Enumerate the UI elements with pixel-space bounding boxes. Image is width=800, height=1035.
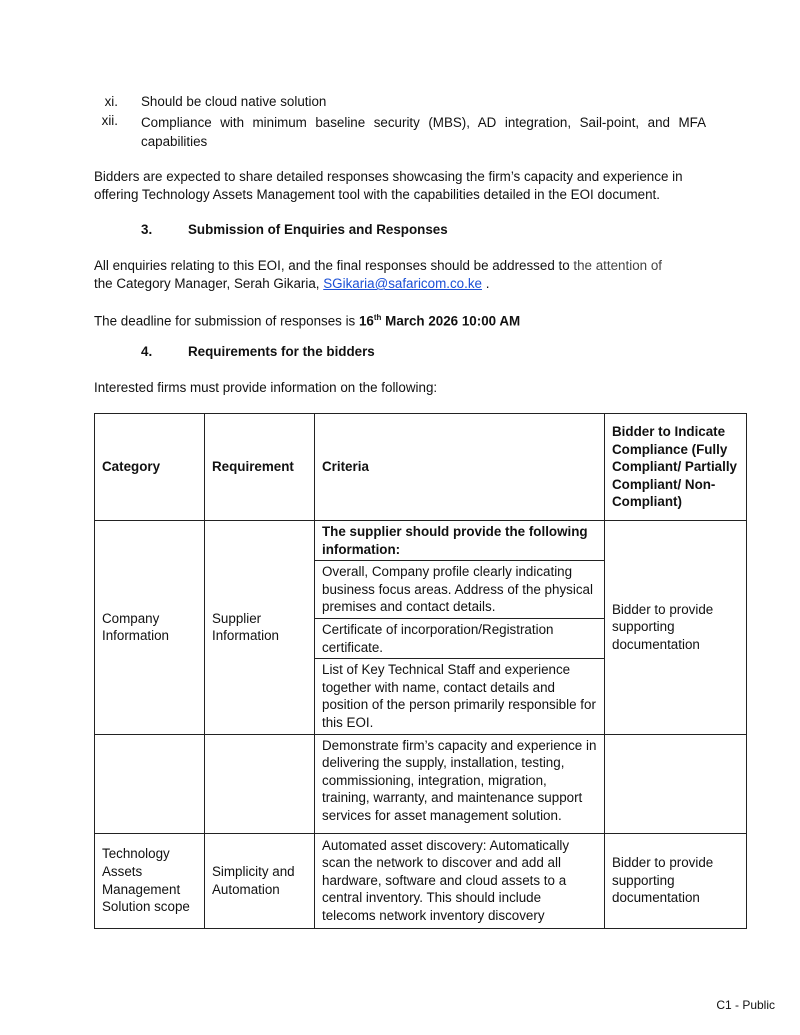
header-compliance: Bidder to Indicate Compliance (Fully Compliant/ Partially Compliant/ Non-Compliant) — [605, 414, 747, 521]
deadline-day-suffix: th — [373, 313, 382, 322]
list-item-cloud-native: Should be cloud native solution — [141, 94, 327, 109]
row2-compliance — [605, 734, 747, 833]
row3-compliance: Bidder to provide supporting documentation — [605, 833, 747, 928]
row1-criteria-company-profile: Overall, Company profile clearly indicating business focus areas. Address of the physical premises and contact details. — [315, 561, 605, 619]
list-number-xi: xi. — [104, 94, 118, 109]
header-category: Category — [95, 414, 205, 521]
deadline-line — [94, 309, 706, 330]
requirements-table — [94, 413, 747, 929]
table-row — [95, 833, 747, 928]
enquiries-text: All enquiries relating to this EOI, and the final responses should be addressed to — [94, 258, 574, 273]
deadline-day: 16 — [358, 313, 374, 329]
row1-criteria-heading: The supplier should provide the following information: — [315, 521, 605, 561]
classification-footer: C1 - Public — [716, 998, 775, 1012]
row2-category — [95, 734, 205, 833]
header-criteria: Criteria — [315, 414, 605, 521]
enquiries-text-end: . — [481, 276, 490, 291]
section-4-number: 4. — [141, 344, 153, 359]
row3-category: Technology Assets Management Solution scope — [95, 833, 205, 928]
row1-criteria-certificate: Certificate of incorporation/Registration certificate. — [315, 618, 605, 658]
table-row — [95, 521, 747, 561]
row1-requirement: Supplier Information — [205, 521, 315, 735]
enquiries-text-gray: the attention of — [573, 258, 662, 273]
row2-requirement — [205, 734, 315, 833]
list-number-xii: xii. — [101, 113, 118, 128]
row1-criteria-key-staff: List of Key Technical Staff and experience together with name, contact details and position of the person primarily responsible for this EOI. — [315, 659, 605, 734]
intro-paragraph: Bidders are expected to share detailed responses showcasing the firm’s capacity and experience in offering Technology Assets Management tool with the capabilities detailed in the EOI document. — [94, 169, 683, 202]
section-3-title: Submission of Enquiries and Responses — [188, 222, 448, 237]
row2-criteria: Demonstrate firm’s capacity and experience in delivering the supply, installation, testing, commissioning, integration, migration, training, warranty, and maintenance support services for asset management solution. — [315, 734, 605, 833]
email-link[interactable]: SGikaria@safaricom.co.ke — [323, 276, 482, 291]
section-4-intro: Interested firms must provide information on the following: — [94, 380, 438, 395]
header-requirement: Requirement — [205, 414, 315, 521]
table-header-row — [95, 414, 747, 521]
enquiries-text-line2: the Category Manager, Serah Gikaria, — [94, 276, 324, 291]
row1-compliance: Bidder to provide supporting documentation — [605, 521, 747, 735]
table-row — [95, 734, 747, 833]
row1-category: Company Information — [95, 521, 205, 735]
enquiries-paragraph — [94, 257, 714, 293]
row3-criteria: Automated asset discovery: Automatically scan the network to discover and add all hardware, software and cloud assets to a central inventory. This should include telecoms network inventory discovery — [315, 833, 605, 928]
section-4-title: Requirements for the bidders — [188, 344, 375, 359]
list-item-compliance: Compliance with minimum baseline security (MBS), AD integration, Sail-point, and MFA capabilities — [141, 115, 706, 149]
row3-requirement: Simplicity and Automation — [205, 833, 315, 928]
deadline-date: March 2026 10:00 AM — [381, 313, 521, 329]
deadline-prefix: The deadline for submission of responses is — [94, 313, 359, 329]
section-3-number: 3. — [141, 222, 153, 237]
